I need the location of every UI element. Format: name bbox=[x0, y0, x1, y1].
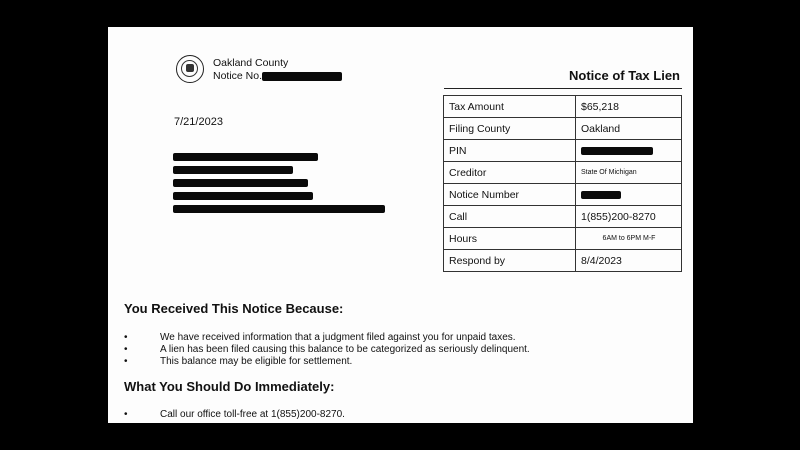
section-heading: You Received This Notice Because: bbox=[124, 301, 344, 316]
action-list bbox=[124, 409, 345, 421]
list-item: • A lien has been filed causing this balance to be categorized as seriously delinquent. bbox=[124, 344, 530, 356]
redacted-line bbox=[173, 166, 293, 174]
list-item: • Call our office toll-free at 1(855)200-8270. bbox=[124, 409, 345, 421]
redacted-notice-number bbox=[581, 191, 621, 199]
notice-title: Notice of Tax Lien bbox=[569, 68, 680, 83]
county-name: Oakland County bbox=[213, 57, 289, 69]
row-value: 1(855)200-8270 bbox=[576, 206, 682, 228]
section-heading: What You Should Do Immediately: bbox=[124, 379, 335, 394]
redacted-pin bbox=[581, 147, 653, 155]
table-row bbox=[444, 140, 682, 162]
county-seal-icon bbox=[176, 55, 204, 83]
row-label: Hours bbox=[444, 228, 576, 250]
row-value: $65,218 bbox=[576, 96, 682, 118]
list-item: • This balance may be eligible for settlement. bbox=[124, 356, 530, 368]
redacted-notice-number bbox=[262, 72, 342, 81]
redacted-line bbox=[173, 153, 318, 161]
row-label: Call bbox=[444, 206, 576, 228]
row-value: State Of Michigan bbox=[576, 162, 682, 184]
notice-date: 7/21/2023 bbox=[174, 116, 223, 128]
row-value: Oakland bbox=[576, 118, 682, 140]
row-value bbox=[576, 184, 682, 206]
table-row bbox=[444, 118, 682, 140]
table-row bbox=[444, 228, 682, 250]
row-label: Creditor bbox=[444, 162, 576, 184]
notice-number-line bbox=[213, 70, 342, 82]
row-label: Tax Amount bbox=[444, 96, 576, 118]
redacted-line bbox=[173, 192, 313, 200]
table-row bbox=[444, 162, 682, 184]
row-value: 6AM to 6PM M-F bbox=[576, 228, 682, 250]
notice-number-label: Notice No. bbox=[213, 70, 263, 82]
notice-document bbox=[108, 27, 693, 423]
row-label: Notice Number bbox=[444, 184, 576, 206]
row-label: Respond by bbox=[444, 250, 576, 272]
row-value: 8/4/2023 bbox=[576, 250, 682, 272]
table-row bbox=[444, 184, 682, 206]
table-row bbox=[444, 206, 682, 228]
redacted-line bbox=[173, 179, 308, 187]
title-rule bbox=[444, 88, 682, 89]
row-label: PIN bbox=[444, 140, 576, 162]
list-item: • We have received information that a judgment filed against you for unpaid taxes. bbox=[124, 332, 530, 344]
redacted-line bbox=[173, 205, 385, 213]
table-row bbox=[444, 96, 682, 118]
lien-info-table bbox=[443, 95, 682, 272]
table-row bbox=[444, 250, 682, 272]
reason-list bbox=[124, 332, 530, 368]
redacted-address-block bbox=[173, 153, 385, 218]
row-label: Filing County bbox=[444, 118, 576, 140]
row-value bbox=[576, 140, 682, 162]
